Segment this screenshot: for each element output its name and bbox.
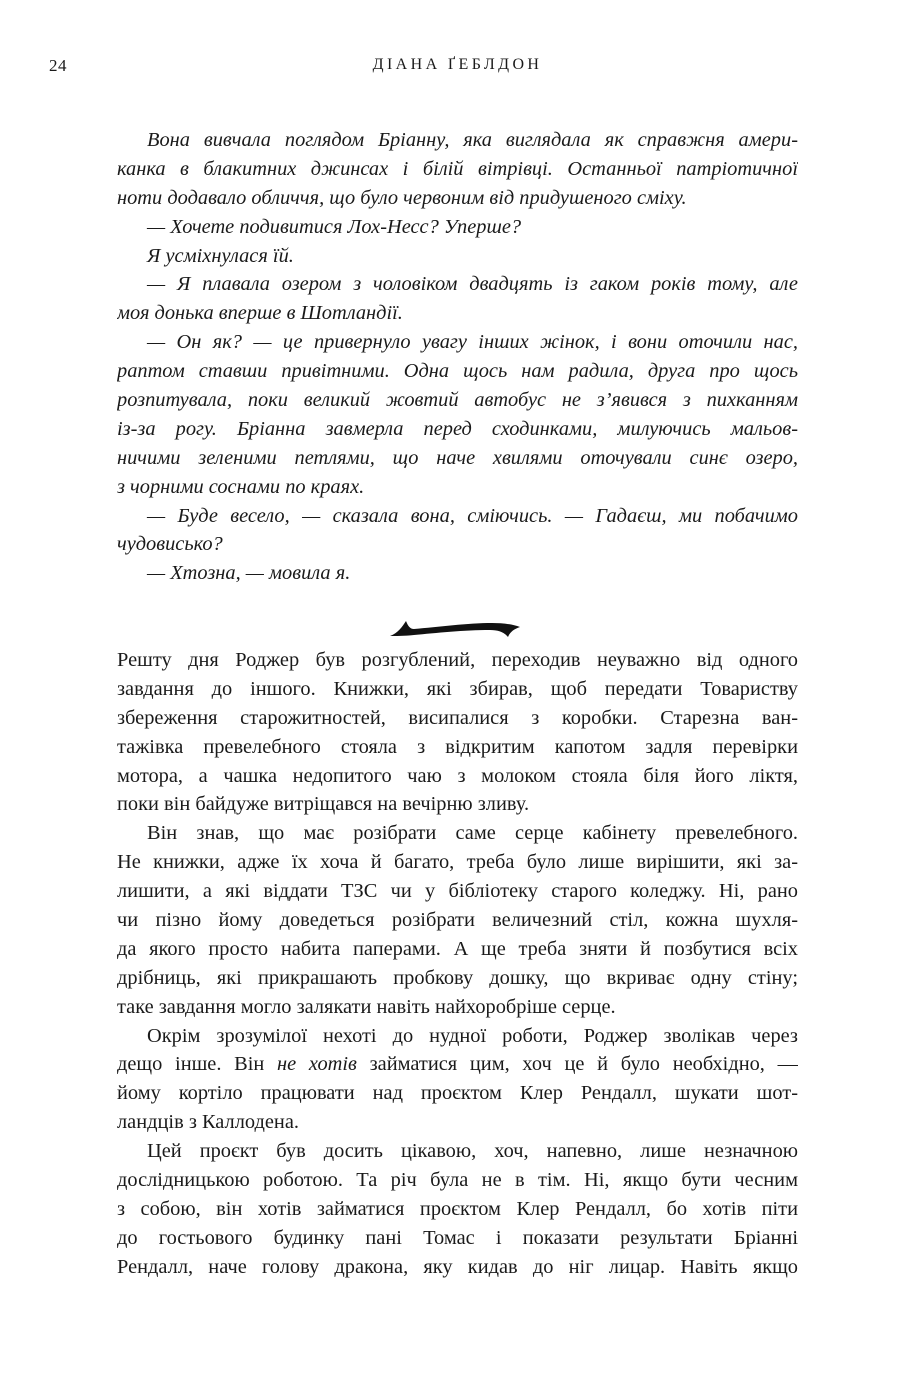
text-line: мотора, а чашка недопитого чаю з молоком стояла біля його ліктя, (117, 764, 798, 787)
text-line: йому кортіло працювати над проєктом Клер Рендалл, шукати шот- (117, 1082, 798, 1105)
text-segment: дещо інше. Він (117, 1053, 278, 1076)
text-line: ландців з Каллодена. (117, 1111, 299, 1134)
text-line: Решту дня Роджер був розгублений, переходив неуважно від одного (117, 649, 798, 671)
text-line: Він знав, що має розібрати саме серце кабінету превелебного. (147, 822, 798, 845)
dialogue-line: — Я плавала озером з чоловіком двадцять із гаком років тому, але (147, 273, 798, 296)
text-line: Не книжки, адже їх хоча й багато, треба було лише вирішити, які за- (117, 851, 798, 874)
text-line: розпитувала, поки великий жовтий автобус не з’явився з пихканням (117, 389, 798, 412)
text-line: тажівка превелебного стояла з відкритим капотом задля перевірки (117, 735, 798, 758)
roman-passage (117, 646, 798, 1282)
dialogue-line: — Хтозна, — мовила я. (147, 562, 351, 585)
text-line: канка в блакитних джинсах і білій вітрівці. Останньої патріотичної (117, 157, 798, 180)
text-line: з чорними соснами по краях. (117, 475, 365, 498)
text-line: дрібниць, які прикрашають пробкову дошку, що вкриває одну стіну; (117, 966, 798, 989)
text-line: чи пізно йому доведеться розібрати величезний стіл, кожна шухля- (117, 909, 798, 932)
text-line: Я усміхнулася їй. (147, 244, 294, 267)
text-line: Рендалл, наче голову дракона, яку кидав до ніг лицар. Навіть якщо (117, 1255, 798, 1278)
page-number: 24 (49, 56, 67, 75)
italic-passage (117, 126, 798, 588)
text-line: моя донька вперше в Шотландії. (117, 302, 403, 325)
running-header (0, 56, 915, 80)
text-line: поки він байдуже витріщався на вечірню зливу. (117, 793, 530, 816)
dialogue-line: — Он як? — це привернуло увагу інших жінок, і вони оточили нас, (147, 331, 798, 354)
text-line: збереження старожитностей, висипалися з коробки. Старезна ван- (117, 706, 798, 729)
text-line: чудовисько? (117, 533, 223, 556)
dialogue-line: — Буде весело, — сказала вона, сміючись. — Гадаєш, ми побачимо (147, 504, 798, 527)
text-line: до гостьового будинку пані Томас і показати результати Бріанні (117, 1226, 798, 1249)
dialogue-line: — Хочете подивитися Лох-Несс? Уперше? (147, 215, 522, 238)
text-line: лишити, а які віддати ТЗС чи у бібліотеку старого коледжу. Ні, рано (117, 880, 798, 903)
emphasized-text: не хотів (277, 1053, 357, 1076)
text-line-with-emphasis (117, 1050, 798, 1079)
text-line: таке завдання могло залякати навіть найхоробріше серце. (117, 995, 616, 1018)
author-name: ДІАНА ҐЕБЛДОН (372, 56, 543, 73)
text-line: з собою, він хотів займатися проєктом Клер Рендалл, бо хотів піти (117, 1197, 798, 1220)
text-line: да якого просто набита паперами. А ще треба зняти й позбутися всіх (117, 937, 798, 960)
text-line: із-за рогу. Бріанна завмерла перед сходинками, милуючись мальов- (117, 417, 798, 440)
text-line: ничими зеленими петлями, що наче хвилями оточували синє озеро, (117, 446, 798, 469)
section-break-flourish-icon (388, 617, 528, 641)
text-line: Цей проєкт був досить цікавою, хоч, напевно, лише незначною (147, 1140, 798, 1163)
text-line: завдання до іншого. Книжки, які збирав, щоб передати Товариству (117, 677, 798, 700)
text-segment: займатися цим, хоч це й було необхідно, — (356, 1053, 798, 1076)
text-line: дослідницькою роботою. Та річ була не в тім. Ні, якщо бути чесним (117, 1169, 798, 1192)
text-line: ноти додавало обличчя, що було червоним від придушеного сміху. (117, 186, 687, 209)
text-line: раптом ставши привітними. Одна щось нам радила, друга про щось (117, 360, 798, 383)
text-line: Окрім зрозумілої нехоті до нудної роботи, Роджер зволікав через (147, 1024, 798, 1047)
text-line: Вона вивчала поглядом Бріанну, яка виглядала як справжня амери- (147, 129, 798, 151)
